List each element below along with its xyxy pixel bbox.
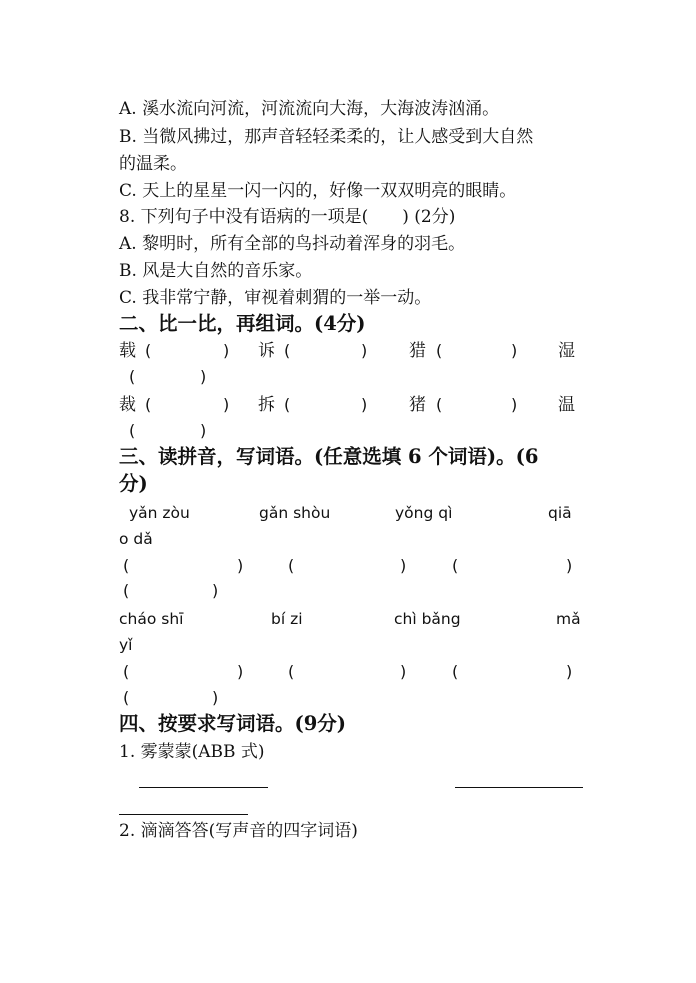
close-paren: ) [361, 341, 368, 360]
pinyin-word: gǎn shòu [259, 504, 331, 522]
open-paren: ( [452, 556, 459, 575]
open-paren: ( [123, 662, 130, 681]
open-paren: ( [129, 367, 136, 386]
open-paren: ( [452, 662, 459, 681]
open-paren: ( [288, 662, 295, 681]
pinyin-word: qiā [548, 504, 572, 522]
section2-heading: 二、比一比，再组词。(4分) [119, 312, 366, 335]
close-paren: ) [212, 581, 219, 600]
compare-char: 载 [119, 341, 136, 361]
open-paren: ( [288, 556, 295, 575]
q7-option-a: A. 溪水流向河流，河流流向大海，大海波涛汹涌。 [119, 99, 500, 119]
pinyin-word: yǎn zòu [129, 504, 190, 522]
pinyin-word: yǒng qì [395, 504, 453, 522]
open-paren: ( [123, 688, 130, 707]
close-paren: ) [511, 341, 518, 360]
pinyin-word: chì bǎng [394, 610, 461, 628]
pinyin-word: mǎ [556, 610, 581, 628]
compare-char: 温 [558, 395, 575, 415]
pinyin-word: o dǎ [119, 530, 153, 548]
q8-stem: 8. 下列句子中没有语病的一项是( ) (2分) [119, 207, 456, 227]
section4-heading: 四、按要求写词语。(9分) [119, 712, 347, 735]
compare-char: 猎 [409, 341, 426, 361]
close-paren: ) [237, 662, 244, 681]
pinyin-word: yǐ [119, 636, 133, 654]
section3-heading-line1: 三、读拼音，写词语。(任意选填 6 个词语)。(6 [119, 445, 539, 468]
open-paren: ( [129, 421, 136, 440]
open-paren: ( [436, 341, 443, 360]
answer-blank [455, 787, 583, 788]
compare-char: 裁 [119, 395, 136, 415]
q7-option-c: C. 天上的星星一闪一闪的，好像一双双明亮的眼睛。 [119, 181, 517, 201]
close-paren: ) [200, 421, 207, 440]
open-paren: ( [284, 341, 291, 360]
open-paren: ( [145, 395, 152, 414]
close-paren: ) [223, 395, 230, 414]
compare-char: 诉 [258, 341, 275, 361]
close-paren: ) [566, 556, 573, 575]
q8-option-a: A. 黎明时，所有全部的鸟抖动着浑身的羽毛。 [119, 234, 466, 254]
q8-option-c: C. 我非常宁静，审视着刺猬的一举一动。 [119, 288, 432, 308]
close-paren: ) [361, 395, 368, 414]
pinyin-word: bí zi [271, 610, 303, 628]
section3-heading-line2: 分) [119, 472, 148, 495]
compare-char: 猪 [409, 395, 426, 415]
compare-char: 湿 [558, 341, 575, 361]
open-paren: ( [436, 395, 443, 414]
section4-item1: 1. 雾蒙蒙(ABB 式) [119, 742, 265, 762]
section4-item2: 2. 滴滴答答(写声音的四字词语) [119, 821, 358, 841]
pinyin-word: cháo shī [119, 610, 184, 628]
close-paren: ) [237, 556, 244, 575]
close-paren: ) [223, 341, 230, 360]
answer-blank [139, 787, 268, 788]
close-paren: ) [200, 367, 207, 386]
open-paren: ( [123, 581, 130, 600]
open-paren: ( [123, 556, 130, 575]
open-paren: ( [284, 395, 291, 414]
open-paren: ( [145, 341, 152, 360]
q8-option-b: B. 风是大自然的音乐家。 [119, 261, 313, 281]
close-paren: ) [400, 662, 407, 681]
close-paren: ) [212, 688, 219, 707]
q7-option-b-line1: B. 当微风拂过，那声音轻轻柔柔的，让人感受到大自然 [119, 127, 534, 147]
close-paren: ) [511, 395, 518, 414]
q7-option-b-line2: 的温柔。 [119, 154, 187, 174]
close-paren: ) [400, 556, 407, 575]
close-paren: ) [566, 662, 573, 681]
answer-blank [119, 814, 248, 815]
compare-char: 拆 [258, 395, 275, 415]
